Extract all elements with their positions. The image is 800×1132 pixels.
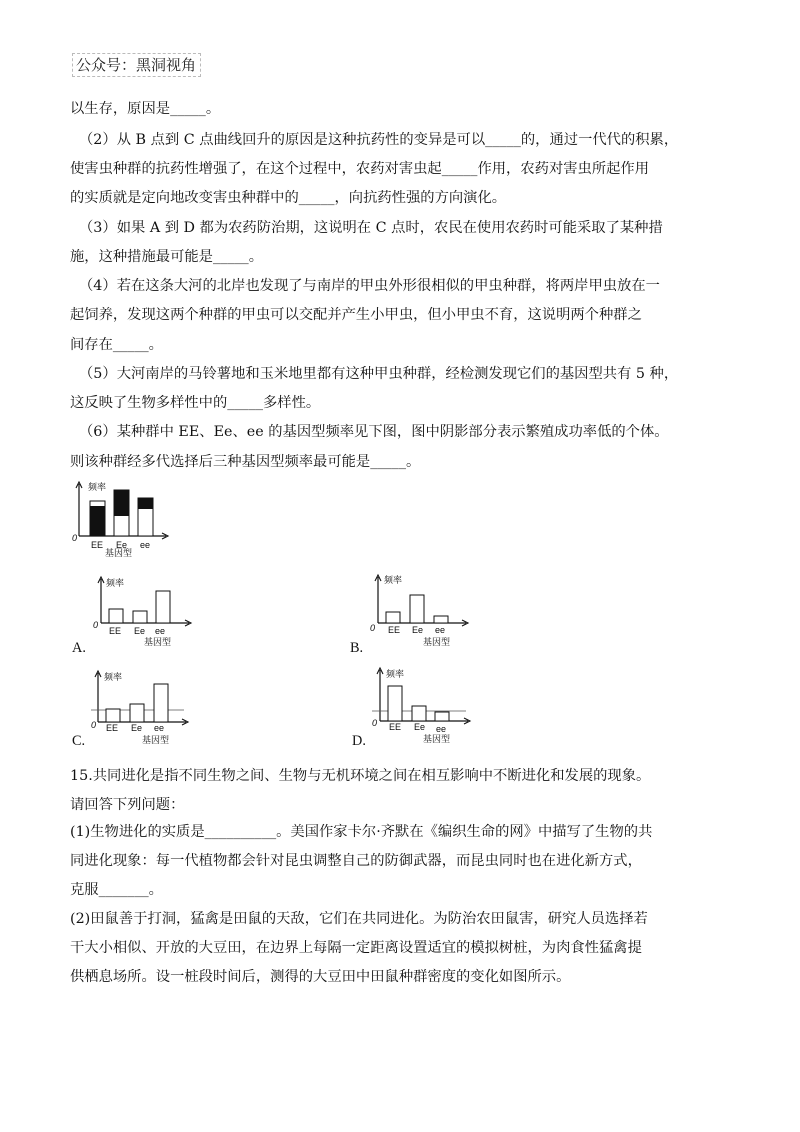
y-axis-label: 频率	[88, 482, 107, 492]
bar-option-c-1	[106, 709, 120, 722]
option-d-label: D.	[352, 733, 366, 749]
bar-option-b-2	[410, 595, 424, 623]
y-axis-label: 频率	[106, 578, 125, 588]
text-line: 干大小相似、开放的大豆田，在边界上每隔一定距离设置适宜的模拟树桩，为肉食性猛禽提	[70, 940, 642, 956]
text-line: 请回答下列问题：	[70, 797, 185, 813]
bar-ee-het-shaded	[114, 490, 129, 516]
tick-label: ee	[140, 540, 151, 550]
text-line: 则该种群经多代选择后三种基因型频率最可能是_____。	[70, 454, 421, 470]
text-line: （2）从 B 点到 C 点曲线回升的原因是这种抗药性的变异是可以_____的，通过一代代的积累，	[79, 132, 679, 148]
tick-label: Ee	[134, 626, 146, 636]
text-line: 起饲养，发现这两个种群的甲虫可以交配并产生小甲虫，但小甲虫不育，这说明两个种群之	[70, 307, 642, 323]
tick-label: ee	[154, 723, 165, 733]
option-b-figure	[366, 571, 476, 651]
option-c-figure	[86, 667, 196, 747]
tick-label: EE	[91, 540, 104, 550]
x-axis-label: 基因型	[105, 548, 133, 558]
x-axis-label: 基因型	[144, 637, 172, 647]
text-line: 供栖息场所。设一桩段时间后，测得的大豆田中田鼠种群密度的变化如图所示。	[70, 969, 571, 985]
text-line: (1)生物进化的实质是__________。美国作家卡尔·齐默在《编织生命的网》中描写了生物的共	[70, 824, 653, 840]
bar-recessive-shaded	[138, 498, 153, 509]
tick-label: Ee	[414, 722, 426, 732]
tick-label: Ee	[412, 625, 424, 635]
bar-option-b-1	[386, 612, 400, 623]
genotype-frequency-figure	[66, 478, 176, 556]
origin-label: 0	[91, 720, 97, 730]
text-line: 同进化现象：每一代植物都会针对昆虫调整自己的防御武器，而昆虫同时也在进化新方式，	[70, 853, 642, 869]
x-axis-label: 基因型	[423, 734, 451, 744]
origin-label: 0	[370, 623, 376, 633]
y-axis-label: 频率	[386, 669, 405, 679]
bar-option-d-2	[412, 706, 426, 721]
option-a-figure	[89, 575, 199, 650]
tick-label: Ee	[116, 540, 128, 550]
bar-option-a-2	[133, 611, 147, 623]
tick-label: EE	[389, 722, 402, 732]
text-line: （3）如果 A 到 D 都为农药防治期，这说明在 C 点时，农民在使用农药时可能采取了某种措	[79, 220, 663, 236]
y-axis-label: 频率	[384, 575, 403, 585]
bar-option-c-3	[154, 684, 168, 722]
option-a-label: A.	[72, 640, 86, 656]
tick-label: ee	[155, 626, 166, 636]
text-line: （6）某种群中 EE、Ee、ee 的基因型频率见下图，图中阴影部分表示繁殖成功率低的个体。	[79, 424, 669, 440]
text-line: 克服_______。	[70, 882, 163, 898]
y-axis-label: 频率	[104, 672, 123, 682]
text-line: 以生存，原因是_____。	[70, 101, 221, 117]
bar-option-d-3	[435, 712, 449, 721]
origin-label: 0	[72, 533, 78, 543]
tick-label: EE	[109, 626, 122, 636]
tick-label: EE	[388, 625, 401, 635]
tick-label: ee	[435, 625, 446, 635]
text-line: 15.共同进化是指不同生物之间、生物与无机环境之间在相互影响中不断进化和发展的现象。	[70, 768, 651, 784]
x-axis-label: 基因型	[423, 637, 451, 647]
text-line: (2)田鼠善于打洞，猛禽是田鼠的天敌，它们在共同进化。为防治农田鼠害，研究人员选择若	[70, 911, 648, 927]
text-line: 的实质就是定向地改变害虫种群中的_____，向抗药性强的方向演化。	[70, 190, 507, 206]
origin-label: 0	[93, 620, 99, 630]
tick-label: ee	[436, 724, 447, 734]
bar-option-c-2	[130, 704, 144, 722]
text-line: 间存在_____。	[70, 337, 163, 353]
bar-ee-shaded	[90, 506, 105, 536]
text-line: 这反映了生物多样性中的_____多样性。	[70, 395, 321, 411]
option-b-label: B.	[350, 640, 364, 656]
text-line: （4）若在这条大河的北岸也发现了与南岸的甲虫外形很相似的甲虫种群，将两岸甲虫放在一	[79, 278, 660, 294]
bar-option-a-1	[109, 609, 123, 623]
option-c-label: C.	[72, 733, 86, 749]
text-line: 施，这种措施最可能是_____。	[70, 249, 264, 265]
bar-option-a-3	[156, 591, 170, 623]
bar-option-d-1	[388, 686, 402, 721]
x-axis-label: 基因型	[142, 735, 170, 745]
option-d-figure	[368, 664, 478, 744]
text-line: （5）大河南岸的马铃薯地和玉米地里都有这种甲虫种群，经检测发现它们的基因型共有 5 种，	[79, 366, 679, 382]
text-line: 使害虫种群的抗药性增强了，在这个过程中，农药对害虫起_____作用，农药对害虫所起作用	[70, 161, 650, 177]
watermark-label: 公众号：黑洞视角	[72, 53, 201, 77]
origin-label: 0	[372, 718, 378, 728]
tick-label: Ee	[131, 723, 143, 733]
tick-label: EE	[106, 723, 119, 733]
bar-option-b-3	[434, 616, 448, 623]
